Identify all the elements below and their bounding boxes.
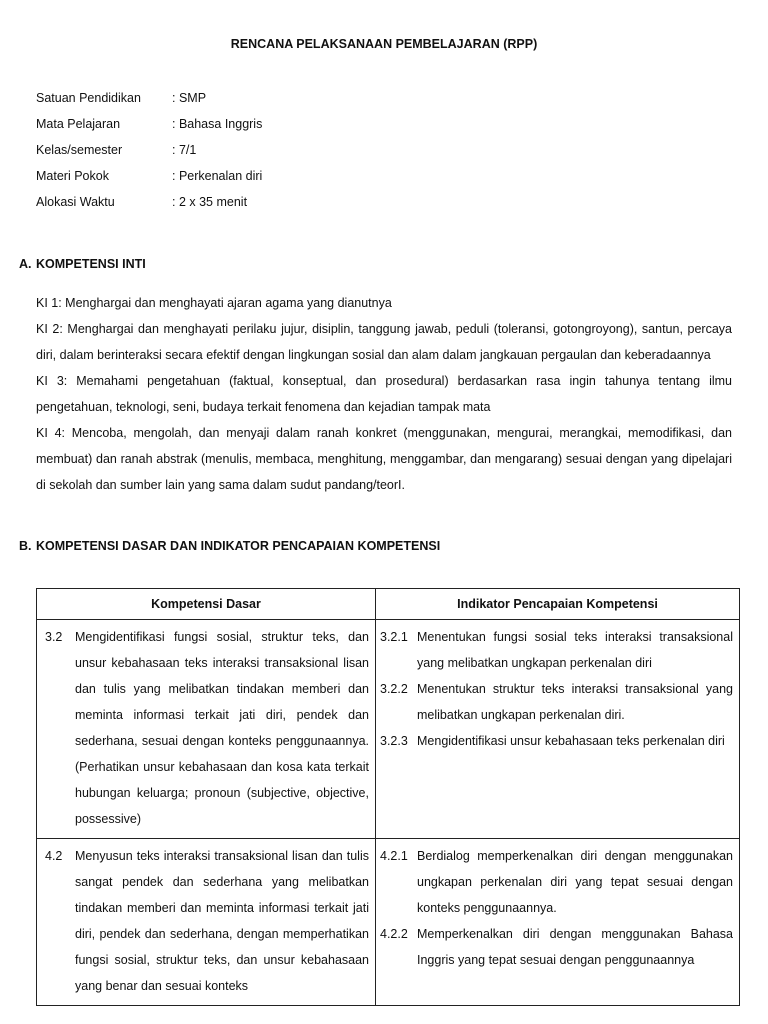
ipk-cell bbox=[376, 839, 740, 1006]
section-b-letter: B. bbox=[19, 539, 32, 553]
column-header-kd: Kompetensi Dasar bbox=[37, 589, 376, 620]
indicator-item bbox=[380, 921, 733, 973]
indicator-text: Memperkenalkan diri dengan menggunakan Bahasa Inggris yang tepat sesuai dengan penggunaannya bbox=[417, 927, 733, 967]
identity-value: : 7/1 bbox=[172, 143, 197, 157]
indicator-number: 3.2.1 bbox=[380, 630, 408, 644]
competency-table bbox=[36, 588, 740, 1006]
indicator-number: 4.2.2 bbox=[380, 927, 408, 941]
indicator-text: Menentukan fungsi sosial teks interaksi transaksional yang melibatkan ungkapan perkenalan diri bbox=[417, 630, 733, 670]
identity-label: Materi Pokok bbox=[36, 169, 109, 183]
ipk-cell bbox=[376, 620, 740, 839]
indicator-item bbox=[380, 728, 733, 754]
identity-label: Mata Pelajaran bbox=[36, 117, 121, 131]
section-a-title: KOMPETENSI INTI bbox=[36, 257, 146, 271]
indicator-item bbox=[380, 843, 733, 921]
ki-item: KI 4: Mencoba, mengolah, dan menyaji dalam ranah konkret (menggunakan, mengurai, merangkai, memodifikasi, dan membuat) dan ranah abstrak (menulis, membaca, menghitung, menggambar, dan mengarang) sesuai dengan yang dipelajari di sekolah dan sumber lain yang sama dalam sudut pandang/teorI. bbox=[36, 426, 732, 492]
kd-text: Mengidentifikasi fungsi sosial, struktur teks, dan unsur kebahasaan teks interaksi transaksional lisan dan tulis yang melibatkan tindakan memberi dan meminta informasi terkait jati diri, pendek dan sederhana, sesuai dengan konteks penggunaannya. (Perhatikan unsur kebahasaan dan kosa kata terkait hubungan keluarga; pronoun (subjective, objective, possessive) bbox=[75, 630, 369, 826]
indicator-text: Mengidentifikasi unsur kebahasaan teks perkenalan diri bbox=[417, 734, 725, 748]
table-row bbox=[37, 839, 740, 1006]
identity-value: : Bahasa Inggris bbox=[172, 117, 263, 131]
ki-item: KI 2: Menghargai dan menghayati perilaku jujur, disiplin, tanggung jawab, peduli (toleransi, gotongroyong), santun, percaya diri, dalam berinteraksi secara efektif dengan lingkungan sosial dan alam dalam jangkauan pergaulan dan keberadaannya bbox=[36, 322, 732, 362]
indicator-item bbox=[380, 676, 733, 728]
indicator-number: 3.2.3 bbox=[380, 734, 408, 748]
identity-value: : 2 x 35 menit bbox=[172, 195, 248, 209]
kompetensi-inti-list bbox=[36, 290, 732, 498]
table-row bbox=[37, 620, 740, 839]
ki-item: KI 3: Memahami pengetahuan (faktual, konseptual, dan prosedural) berdasarkan rasa ingin tahunya tentang ilmu pengetahuan, teknologi, seni, budaya terkait fenomena dan kejadian tampak mata bbox=[36, 374, 732, 414]
section-a-letter: A. bbox=[19, 257, 32, 271]
kd-number: 3.2 bbox=[45, 630, 63, 644]
identity-label: Alokasi Waktu bbox=[36, 195, 115, 209]
section-a-heading bbox=[19, 257, 146, 271]
identity-value: : Perkenalan diri bbox=[172, 169, 263, 183]
identity-label: Kelas/semester bbox=[36, 143, 123, 157]
indicator-number: 4.2.1 bbox=[380, 849, 408, 863]
indicator-text: Berdialog memperkenalkan diri dengan menggunakan ungkapan perkenalan diri yang tepat sesuai dengan konteks penggunaannya. bbox=[417, 849, 733, 915]
indicator-number: 3.2.2 bbox=[380, 682, 408, 696]
table-header-row bbox=[37, 589, 740, 620]
indicator-item bbox=[380, 624, 733, 676]
section-b-title: KOMPETENSI DASAR DAN INDIKATOR PENCAPAIAN KOMPETENSI bbox=[36, 539, 441, 553]
kd-cell bbox=[37, 839, 376, 1006]
document-title: RENCANA PELAKSANAAN PEMBELAJARAN (RPP) bbox=[230, 37, 538, 51]
kd-number: 4.2 bbox=[45, 849, 63, 863]
column-header-ipk: Indikator Pencapaian Kompetensi bbox=[376, 589, 740, 620]
kd-item bbox=[41, 843, 369, 999]
kd-cell bbox=[37, 620, 376, 839]
identity-value: : SMP bbox=[172, 91, 207, 105]
indicator-text: Menentukan struktur teks interaksi transaksional yang melibatkan ungkapan perkenalan diri. bbox=[417, 682, 733, 722]
identity-label: Satuan Pendidikan bbox=[36, 91, 141, 105]
section-b-heading bbox=[19, 539, 440, 553]
kd-item bbox=[41, 624, 369, 832]
kd-text: Menyusun teks interaksi transaksional lisan dan tulis sangat pendek dan sederhana yang melibatkan tindakan memberi dan meminta informasi terkait jati diri, pendek dan sederhana, dengan memperhatikan fungsi sosial, struktur teks, dan unsur kebahasaan yang benar dan sesuai konteks bbox=[75, 849, 369, 993]
ki-item: KI 1: Menghargai dan menghayati ajaran agama yang dianutnya bbox=[36, 296, 392, 310]
